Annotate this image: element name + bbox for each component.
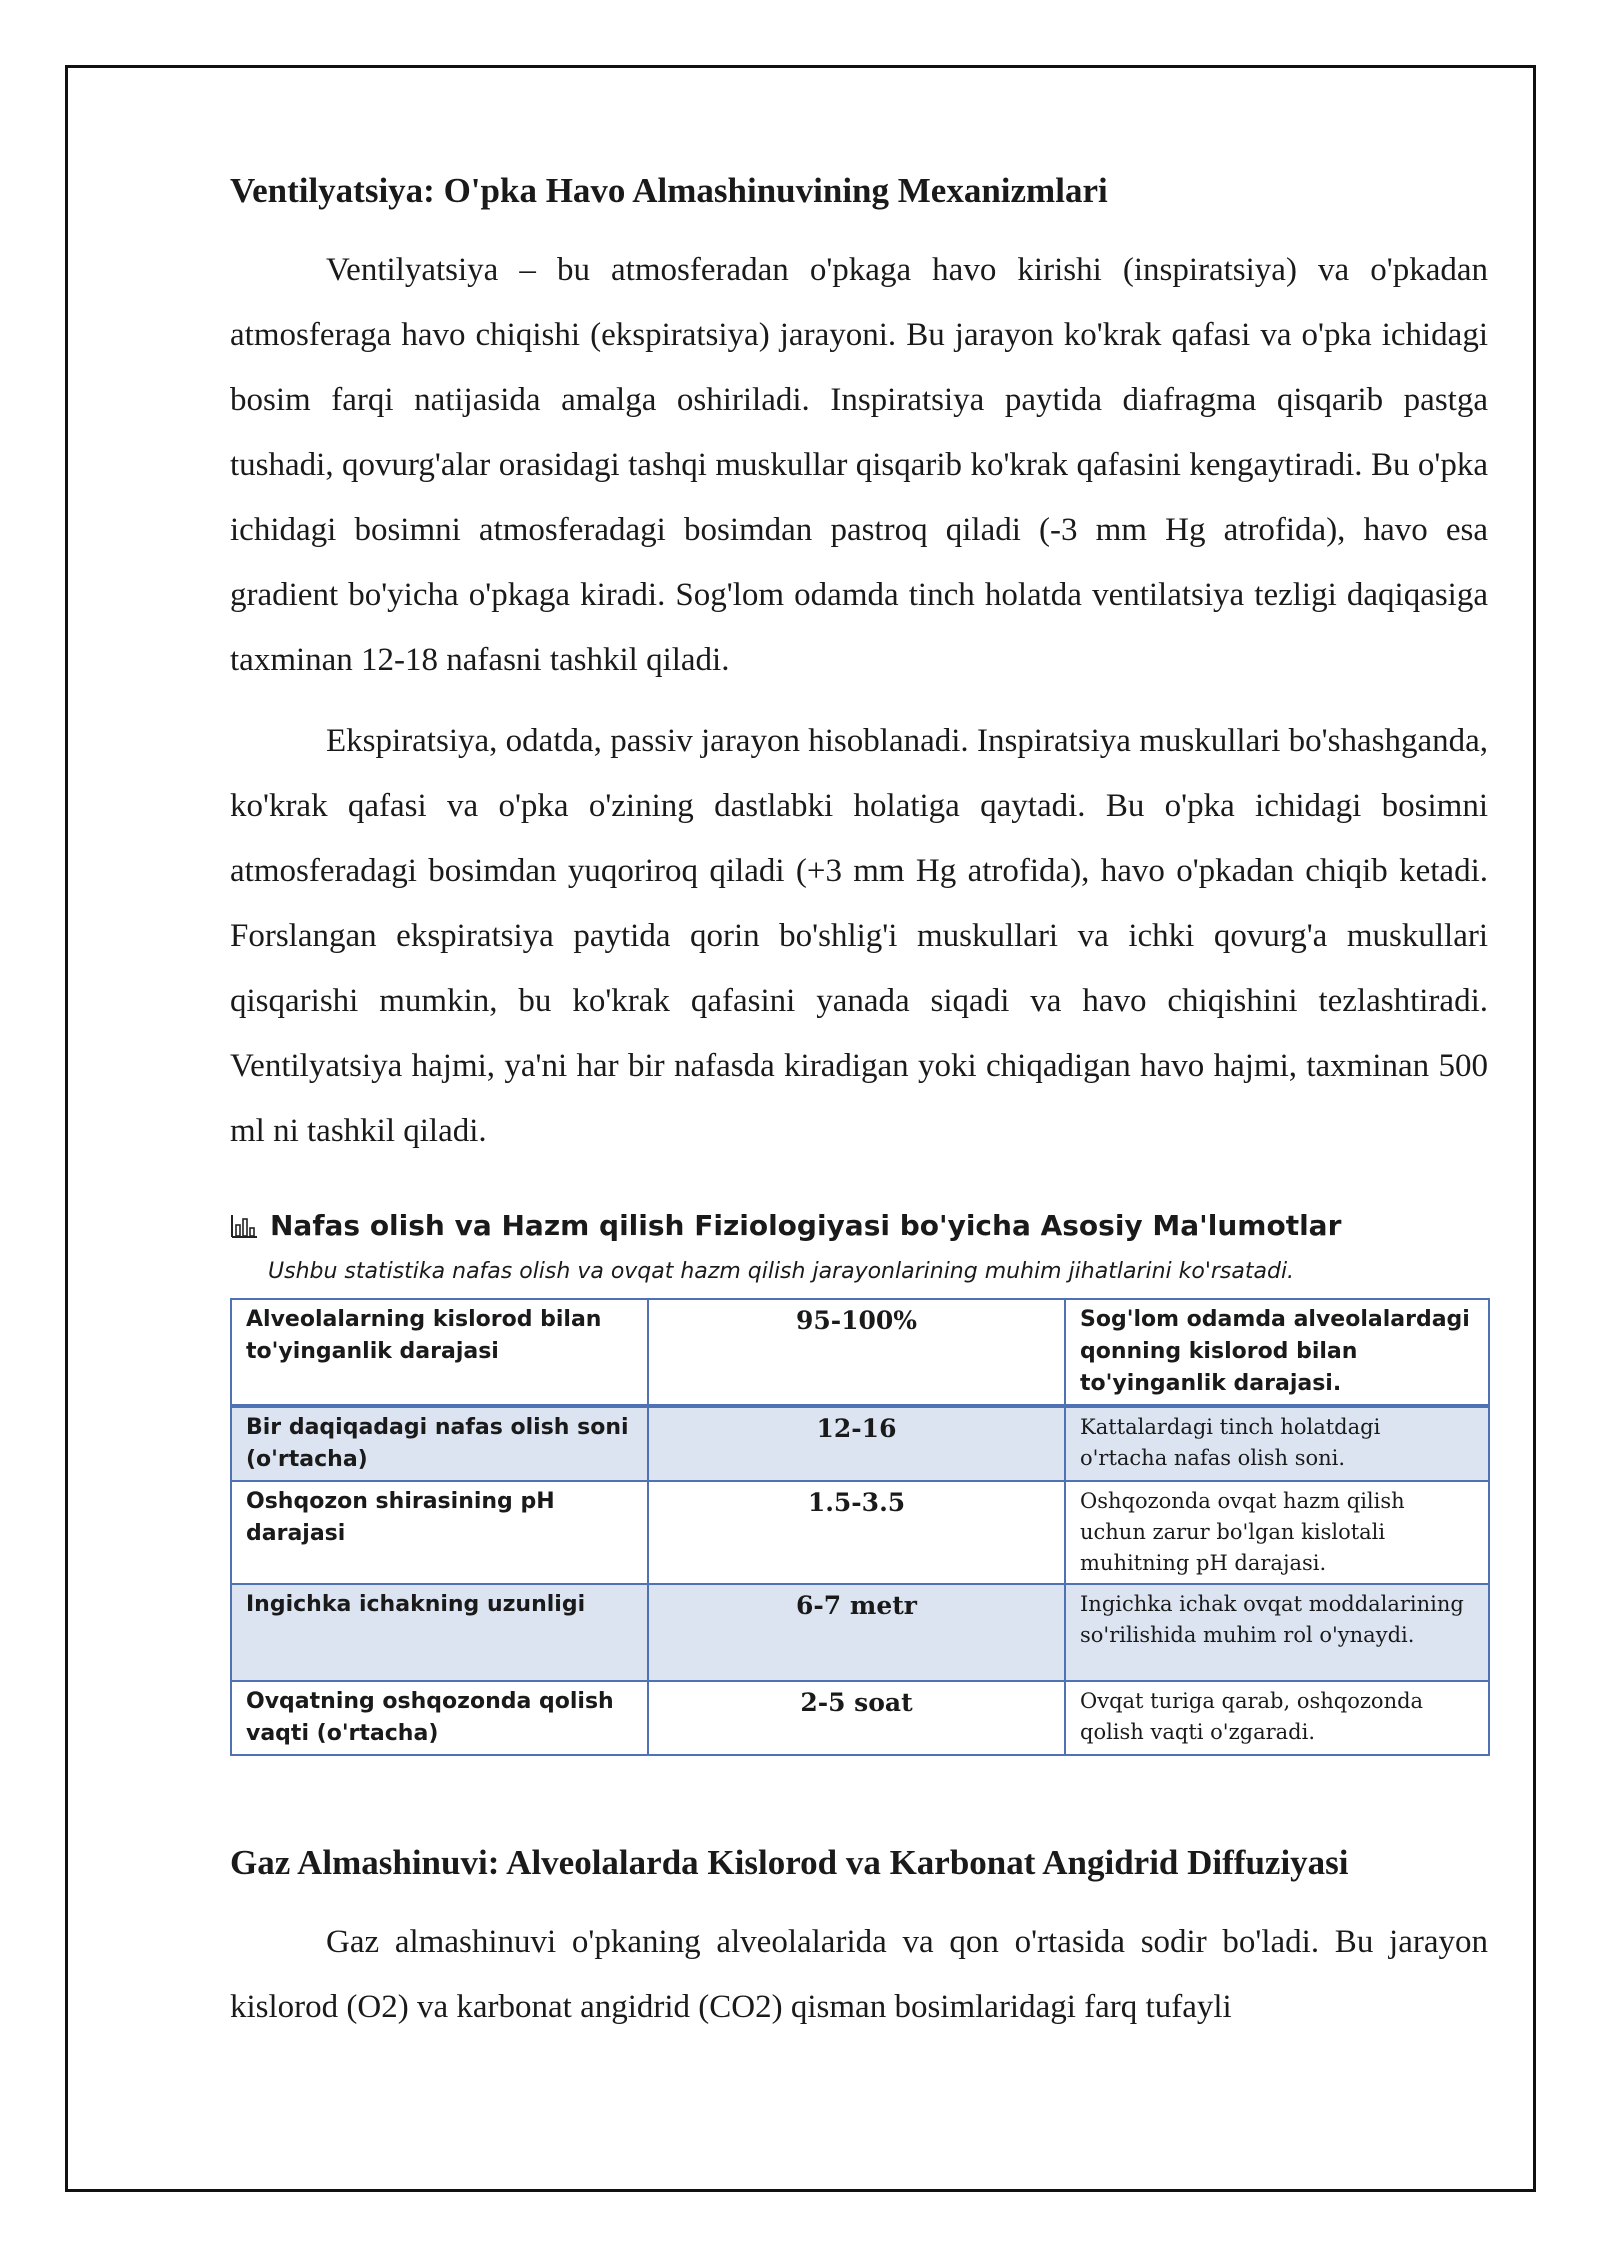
stats-table — [230, 1298, 1490, 1756]
stat-value-cell: 6-7 metr — [648, 1584, 1065, 1681]
stat-name-cell: Bir daqiqadagi nafas olish soni (o'rtacha) — [231, 1406, 648, 1481]
section-gas-exchange — [230, 1842, 1488, 2040]
stat-value-cell: 2-5 soat — [648, 1681, 1065, 1755]
table-row — [231, 1406, 1489, 1481]
stat-description-cell: Sog'lom odamda alveolalardagi qonning kislorod bilan to'yinganlik darajasi. — [1065, 1299, 1489, 1406]
stat-description-cell: Kattalardagi tinch holatdagi o'rtacha nafas olish soni. — [1065, 1406, 1489, 1481]
stat-description-cell: Ingichka ichak ovqat moddalarining so'rilishida muhim rol o'ynaydi. — [1065, 1584, 1489, 1681]
section-ventilation — [230, 170, 1488, 1164]
table-row — [231, 1299, 1489, 1406]
stats-subtitle: Ushbu statistika nafas olish va ovqat hazm qilish jarayonlarining muhim jihatlarini ko'rsatadi. — [268, 1258, 1295, 1284]
stat-value-cell: 12-16 — [648, 1406, 1065, 1481]
stat-value-cell: 95-100% — [648, 1299, 1065, 1406]
stat-description-cell: Ovqat turiga qarab, oshqozonda qolish vaqti o'zgaradi. — [1065, 1681, 1489, 1755]
body-paragraph: Ekspiratsiya, odatda, passiv jarayon hisoblanadi. Inspiratsiya muskullari bo'shashganda, ko'krak qafasi va o'pka o'zining dastlabki holatiga qaytadi. Bu o'pka ichidagi bosimni atmosferadagi bosimdan yuqoriroq qiladi (+3 mm Hg atrofida), havo o'pkadan chiqib ketadi. Forslangan ekspiratsiya paytida qorin bo'shlig'i muskullari va ichki qovurg'a muskullari qisqarishi mumkin, bu ko'krak qafasini yanada siqadi va havo chiqishini tezlashtiradi. Ventilyatsiya hajmi, ya'ni har bir nafasda kiradigan yoki chiqadigan havo hajmi, taxminan 500 ml ni tashkil qiladi. — [230, 723, 1488, 1149]
body-paragraph: Ventilyatsiya – bu atmosferadan o'pkaga havo kirishi (inspiratsiya) va o'pkadan atmosferaga havo chiqishi (ekspiratsiya) jarayoni. Bu jarayon ko'krak qafasi va o'pka ichidagi bosim farqi natijasida amalga oshiriladi. Inspiratsiya paytida diafragma qisqarib pastga tushadi, qovurg'alar orasidagi tashqi muskullar qisqarib ko'krak qafasini kengaytiradi. Bu o'pka ichidagi bosimni atmosferadagi bosimdan pastroq qiladi (-3 mm Hg atrofida), havo esa gradient bo'yicha o'pkaga kiradi. Sog'lom odamda tinch holatda ventilatsiya tezligi daqiqasiga taxminan 12-18 nafasni tashkil qiladi. — [230, 252, 1488, 678]
section-heading: Ventilyatsiya: O'pka Havo Almashinuvining Mexanizmlari — [230, 171, 1108, 210]
stats-block — [230, 1209, 1488, 1756]
table-row — [231, 1584, 1489, 1681]
table-row — [231, 1681, 1489, 1755]
stats-title — [230, 1209, 1488, 1243]
stat-value-cell: 1.5-3.5 — [648, 1481, 1065, 1584]
stat-name-cell: Ingichka ichakning uzunligi — [231, 1584, 648, 1681]
stat-description-cell: Oshqozonda ovqat hazm qilish uchun zarur bo'lgan kislotali muhitning pH darajasi. — [1065, 1481, 1489, 1584]
stat-name-cell: Ovqatning oshqozonda qolish vaqti (o'rtacha) — [231, 1681, 648, 1755]
stats-title-text: Nafas olish va Hazm qilish Fiziologiyasi bo'yicha Asosiy Ma'lumotlar — [270, 1209, 1342, 1242]
stat-name-cell: Oshqozon shirasining pH darajasi — [231, 1481, 648, 1584]
document-content — [230, 170, 1488, 2040]
body-paragraph: Gaz almashinuvi o'pkaning alveolalarida va qon o'rtasida sodir bo'ladi. Bu jarayon kislorod (O2) va karbonat angidrid (CO2) qisman bosimlaridagi farq tufayli — [230, 1923, 1488, 2025]
table-row — [231, 1481, 1489, 1584]
section-heading: Gaz Almashinuvi: Alveolalarda Kislorod va Karbonat Angidrid Diffuziyasi — [230, 1842, 1349, 1882]
bar-chart-icon — [230, 1213, 258, 1239]
stat-name-cell: Alveolalarning kislorod bilan to'yinganlik darajasi — [231, 1299, 648, 1406]
